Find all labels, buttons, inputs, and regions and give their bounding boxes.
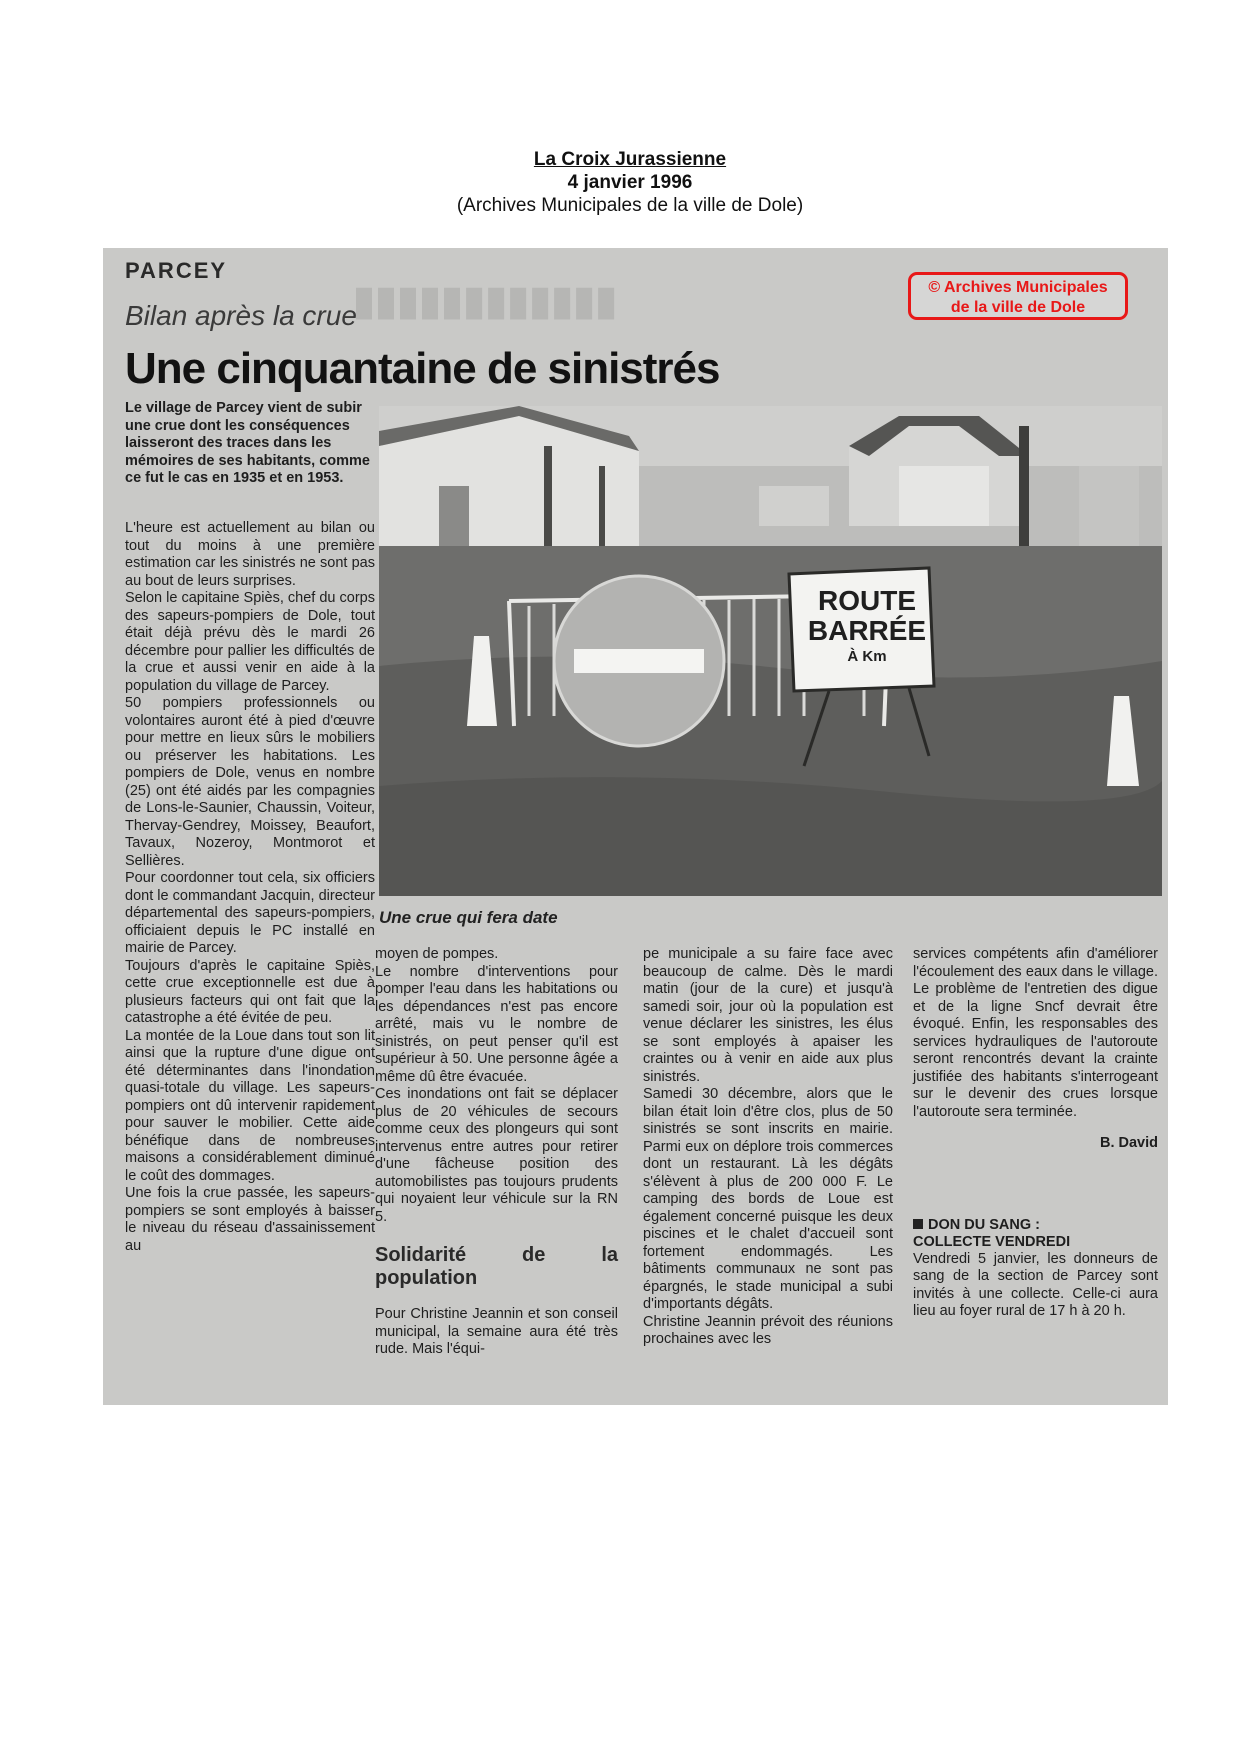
article-column-2: [375, 946, 618, 1359]
road-closed-sign: [807, 586, 927, 668]
publication-date: 4 janvier 1996: [567, 172, 693, 193]
brief-title-line: COLLECTE VENDREDI: [913, 1233, 1071, 1250]
paragraph: La montée de la Loue dans tout son lit ainsi que la rupture d'une digue ont été déterminantes dans l'inondation quasi-totale du village. Les sapeurs-pompiers ont dû intervenir rapidement pour sauver le mobilier. Cette aide bénéfique dans de nombreuses maisons a considérablement diminué le coût des dommages.: [125, 1027, 375, 1184]
flood-photo-illustration: [379, 406, 1162, 896]
document-header: [0, 148, 1240, 217]
article-column-1: [125, 520, 375, 1255]
article-column-4: [913, 946, 1158, 1321]
brief-text: Vendredi 5 janvier, les donneurs de sang de la section de Parcey sont invités à une collecte. Celle-ci aura lieu au foyer rural de 17 h à 20 h.: [913, 1250, 1158, 1319]
newspaper-clipping: [103, 248, 1168, 1405]
paragraph: Toujours d'après le capitaine Spiès, cette crue exceptionnelle est due à plusieurs facteurs qui ont fait que la catastrophe a été évitée de peu.: [125, 957, 375, 1026]
article-headline: Une cinquantaine de sinistrés: [125, 344, 720, 393]
paragraph: Ces inondations ont fait se déplacer plus de 20 véhicules de secours comme ceux des plongeurs qui sont intervenus entre autres pour retirer d'une fâcheuse position des automobilistes pas toujours prudents qui noyaient leur véhicule sur la RN 5.: [375, 1086, 618, 1225]
paragraph: pe municipale a su faire face avec beaucoup de calme. Dès le mardi matin (jour de la cure) et jusqu'à samedi soir, jour où la population est venue déclarer les sinistres, les élus se sont employés à apaiser les craintes ou à venir en aide aux plus sinistrés.: [643, 946, 893, 1085]
photo-caption: Une crue qui fera date: [379, 908, 558, 927]
flood-photo: [379, 406, 1162, 896]
archive-source: (Archives Municipales de la ville de Dole): [456, 195, 804, 216]
newspaper-name: La Croix Jurassienne: [533, 149, 727, 170]
bleed-through-shape: ▮▮▮▮▮▮▮▮▮▮▮▮: [353, 279, 618, 323]
paragraph: Selon le capitaine Spiès, chef du corps des sapeurs-pompiers de Dole, tout était déjà prévu dès le mardi 26 décembre pour pallier les difficultés de la crue et aussi venir en aide à la population du village de Parcey.: [125, 590, 375, 694]
article-column-3: [643, 946, 893, 1349]
watermark-line: de la ville de Dole: [950, 299, 1086, 316]
sign-line: BARRÉE: [807, 615, 927, 646]
paragraph: Une fois la crue passée, les sapeurs-pompiers se sont employés à baisser le niveau du réseau d'assainissement au: [125, 1185, 375, 1254]
article-subheading: Solidarité de la population: [375, 1244, 618, 1289]
sign-line: À Km: [847, 648, 887, 665]
article-intro: Le village de Parcey vient de subir une crue dont les conséquences laisseront des traces dans les mémoires de ses habitants, comme ce fut le cas en 1935 et en 1953.: [125, 400, 370, 486]
copyright-watermark: [908, 272, 1128, 320]
paragraph: Pour Christine Jeannin et son conseil municipal, la semaine aura été très rude. Mais l'équi-: [375, 1306, 618, 1357]
brief-heading: [913, 1217, 1158, 1251]
brief-title-line: DON DU SANG :: [928, 1216, 1040, 1233]
square-bullet-icon: [913, 1219, 923, 1229]
watermark-line: © Archives Municipales: [928, 279, 1108, 296]
paragraph: Pour coordonner tout cela, six officiers dont le commandant Jacquin, directeur départemental des sapeurs-pompiers, officiaient depuis le PC installé en mairie de Parcey.: [125, 870, 375, 956]
paragraph: Samedi 30 décembre, alors que le bilan était loin d'être clos, plus de 50 sinistrés se sont inscrits en mairie. Parmi eux on déplore trois commerces dont un restaurant. Là les dégâts s'élèvent à plus de 200 000 F. Le camping des bords de Loue est également concerné puisque les deux piscines et le chalet d'accueil sont fortement endommagés. Les bâtiments communaux ne sont pas épargnés, le stade municipal a subi d'importants dégâts.: [643, 1086, 893, 1312]
paragraph: Christine Jeannin prévoit des réunions prochaines avec les: [643, 1313, 893, 1347]
paragraph: 50 pompiers professionnels ou volontaires auront été à pied d'œuvre pour mettre en lieux sûrs le mobiliers ou préserver les habitations. Les pompiers de Dole, venus en nombre (25) ont été aidés par les compagnies de Lons-le-Saunier, Chaussin, Voiteur, Thervay-Gendrey, Moissey, Beaufort, Tavaux, Nozeroy, Montmorot et Sellières.: [125, 695, 375, 869]
paragraph: services compétents afin d'améliorer l'écoulement des eaux dans le village. Le problème de l'entretien des digue et de la ligne Sncf devrait être évoqué. Enfin, les responsables des services hydrauliques de l'autoroute seront rencontrés devant la crainte justifiée des habitants s'interrogeant sur le devenir des crues lorsque l'autoroute sera terminée.: [913, 946, 1158, 1120]
paragraph: moyen de pompes.: [375, 946, 499, 962]
sign-line: ROUTE: [818, 585, 916, 616]
paragraph: L'heure est actuellement au bilan ou tout du moins à une première estimation car les sinistrés ne sont pas au bout de leurs surprises.: [125, 520, 375, 589]
article-kicker: Bilan après la crue: [125, 300, 357, 331]
article-byline: B. David: [1099, 1135, 1158, 1151]
section-label: PARCEY: [125, 258, 228, 283]
paragraph: Le nombre d'interventions pour pomper l'eau dans les habitations ou les dépendances n'est pas encore arrêté, mais vu le nombre de sinistrés, on peut penser qu'il est supérieur à 50. Une personne âgée a même dû être évacuée.: [375, 963, 618, 1085]
